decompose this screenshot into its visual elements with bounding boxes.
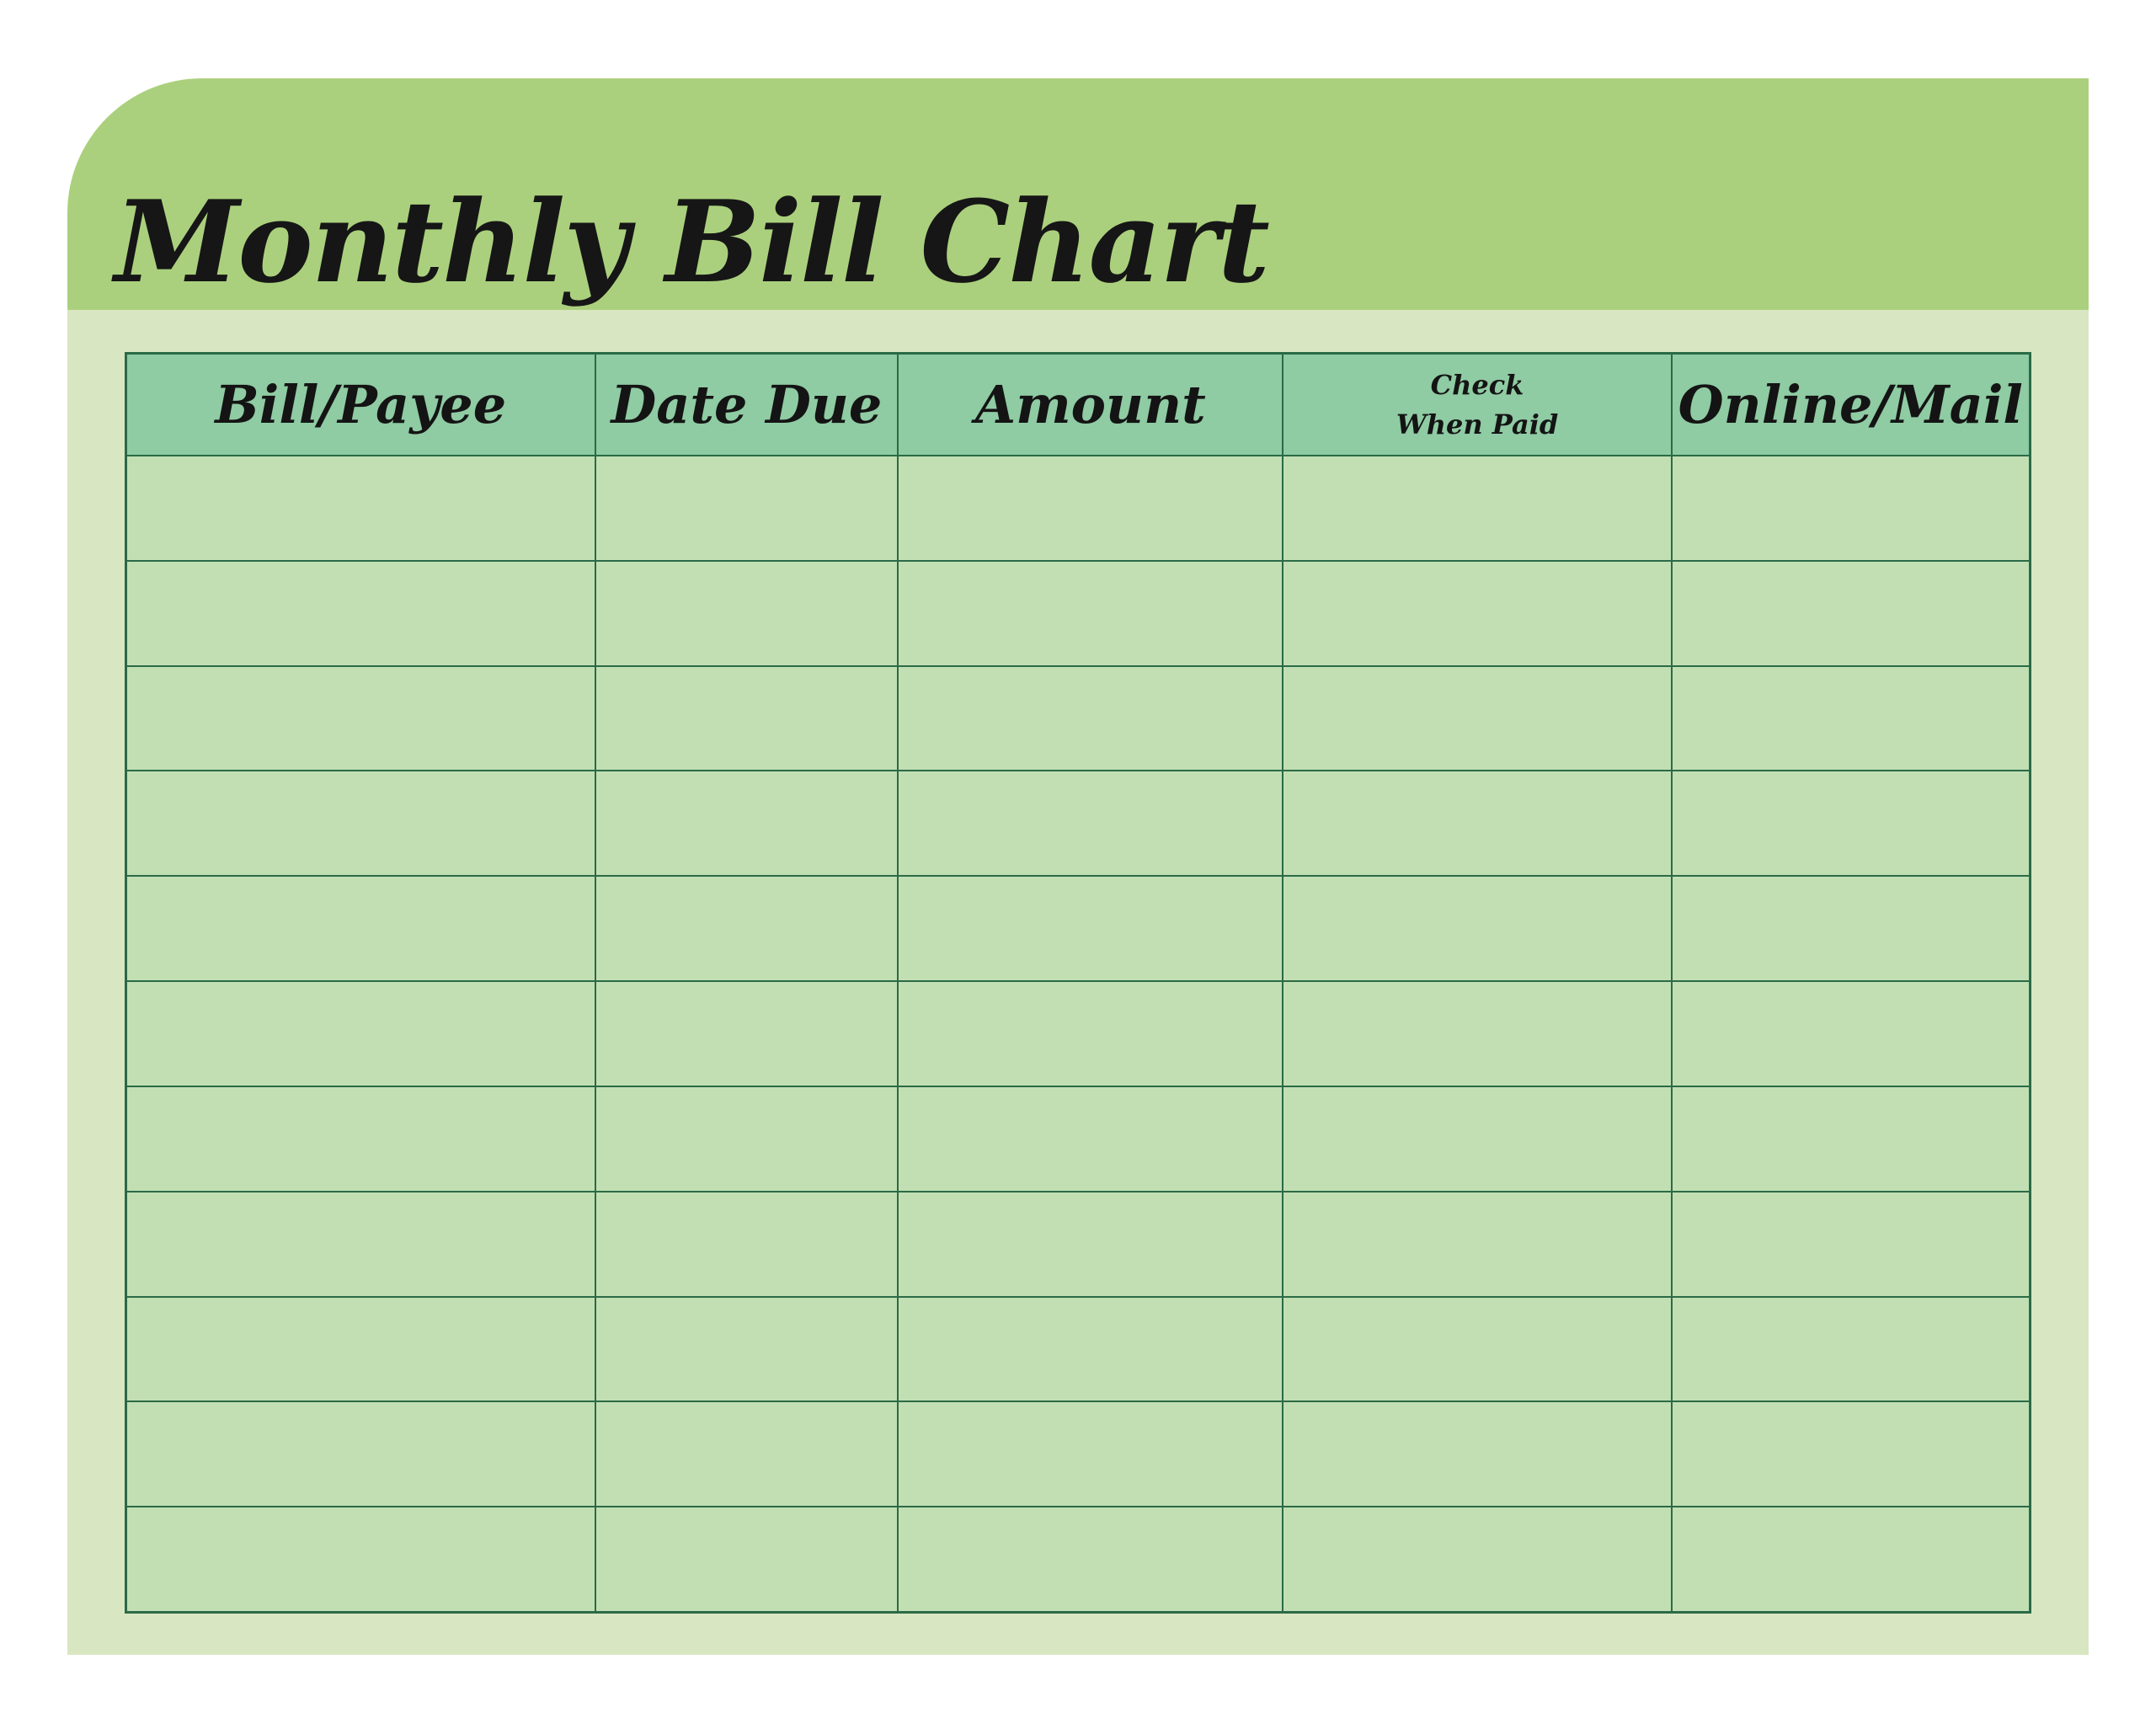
table-cell-r7-c3: [899, 1087, 1282, 1191]
table-cell-r5-c2: [596, 877, 898, 980]
sheet-area: [67, 310, 2089, 1655]
table-cell-r1-c4: [1283, 456, 1670, 560]
table-cell-r8-c3: [899, 1192, 1282, 1296]
column-header-amount: Amount: [899, 355, 1282, 455]
table-cell-r7-c1: [127, 1087, 595, 1191]
table-cell-r5-c1: [127, 877, 595, 980]
table-cell-r11-c3: [899, 1507, 1282, 1611]
table-cell-r2-c2: [596, 562, 898, 665]
table-cell-r6-c3: [899, 982, 1282, 1086]
table-cell-r11-c4: [1283, 1507, 1670, 1611]
table-cell-r9-c5: [1673, 1298, 2029, 1401]
page-title: Monthly Bill Chart: [115, 175, 1268, 308]
table-cell-r11-c2: [596, 1507, 898, 1611]
table-cell-r1-c3: [899, 456, 1282, 560]
table-cell-r10-c4: [1283, 1402, 1670, 1506]
table-cell-r6-c4: [1283, 982, 1670, 1086]
table-cell-r4-c1: [127, 771, 595, 875]
table-cell-r5-c4: [1283, 877, 1670, 980]
table-cell-r9-c1: [127, 1298, 595, 1401]
table-cell-r9-c2: [596, 1298, 898, 1401]
table-cell-r4-c5: [1673, 771, 2029, 875]
column-header-check-when-paid: [1283, 355, 1670, 455]
column-header-check-line1: Check: [1430, 369, 1524, 402]
table-cell-r1-c5: [1673, 456, 2029, 560]
table-cell-r10-c2: [596, 1402, 898, 1506]
table-cell-r10-c1: [127, 1402, 595, 1506]
table-cell-r2-c5: [1673, 562, 2029, 665]
column-header-date-due: Date Due: [596, 355, 898, 455]
table-cell-r1-c1: [127, 456, 595, 560]
table-cell-r2-c4: [1283, 562, 1670, 665]
table-cell-r3-c1: [127, 667, 595, 771]
table-cell-r6-c5: [1673, 982, 2029, 1086]
table-cell-r8-c2: [596, 1192, 898, 1296]
column-header-bill-payee: Bill/Payee: [127, 355, 595, 455]
table-cell-r11-c1: [127, 1507, 595, 1611]
table-cell-r3-c5: [1673, 667, 2029, 771]
table-cell-r7-c5: [1673, 1087, 2029, 1191]
table-cell-r2-c3: [899, 562, 1282, 665]
table-cell-r4-c2: [596, 771, 898, 875]
table-cell-r7-c4: [1283, 1087, 1670, 1191]
table-cell-r3-c4: [1283, 667, 1670, 771]
table-cell-r6-c2: [596, 982, 898, 1086]
table-cell-r9-c3: [899, 1298, 1282, 1401]
table-cell-r5-c3: [899, 877, 1282, 980]
table-cell-r1-c2: [596, 456, 898, 560]
table-cell-r7-c2: [596, 1087, 898, 1191]
column-header-online-mail: Online/Mail: [1673, 355, 2029, 455]
table-cell-r3-c2: [596, 667, 898, 771]
table-cell-r8-c5: [1673, 1192, 2029, 1296]
bill-table: [125, 352, 2031, 1614]
table-cell-r9-c4: [1283, 1298, 1670, 1401]
column-header-check-line2: When Paid: [1396, 408, 1559, 440]
table-cell-r8-c1: [127, 1192, 595, 1296]
table-cell-r10-c3: [899, 1402, 1282, 1506]
table-cell-r4-c3: [899, 771, 1282, 875]
table-cell-r8-c4: [1283, 1192, 1670, 1296]
table-cell-r3-c3: [899, 667, 1282, 771]
table-cell-r4-c4: [1283, 771, 1670, 875]
table-cell-r11-c5: [1673, 1507, 2029, 1611]
table-cell-r6-c1: [127, 982, 595, 1086]
bill-chart-page: [67, 78, 2089, 1655]
table-cell-r10-c5: [1673, 1402, 2029, 1506]
table-cell-r5-c5: [1673, 877, 2029, 980]
table-cell-r2-c1: [127, 562, 595, 665]
title-band: [67, 78, 2089, 310]
